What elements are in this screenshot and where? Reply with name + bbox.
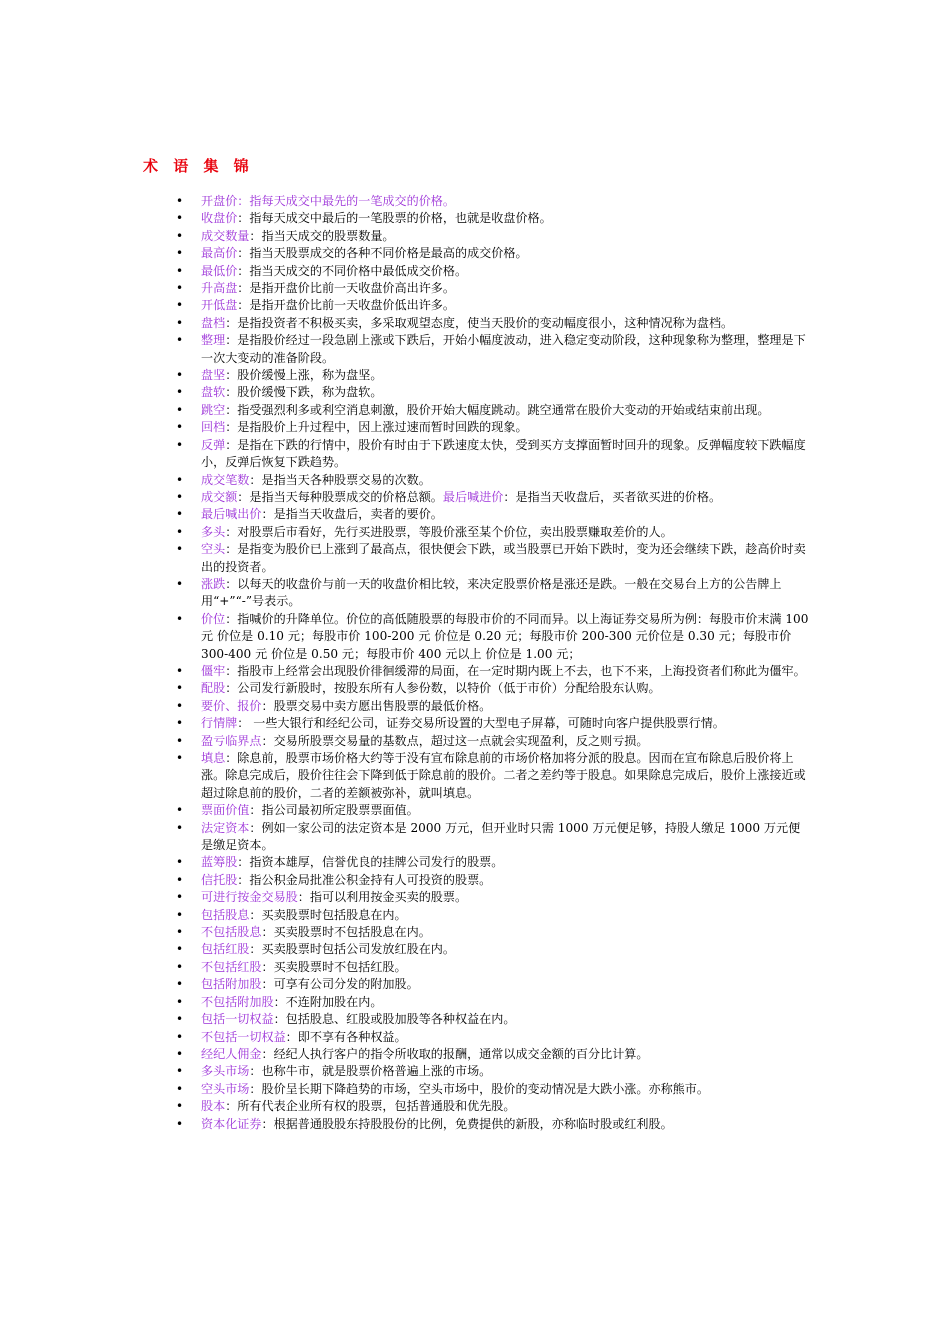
glossary-term: 盘软 bbox=[201, 385, 226, 400]
glossary-item bbox=[176, 419, 812, 436]
glossary-definition: ：是指当天收盘后，买者欲买进的价格。 bbox=[503, 489, 722, 504]
glossary-definition: ：指受强烈利多或利空消息刺激，股价开始大幅度跳动。跳空通常在股价大变动的开始或结束前出现。 bbox=[225, 402, 770, 417]
glossary-definition: ：指当天成交的股票数量。 bbox=[249, 228, 395, 243]
bullet-icon: • bbox=[176, 751, 184, 765]
glossary-item bbox=[176, 802, 812, 819]
glossary-term: 填息 bbox=[201, 751, 226, 765]
glossary-term: 盘坚 bbox=[201, 368, 226, 383]
bullet-icon: • bbox=[176, 611, 184, 626]
bullet-icon: • bbox=[176, 855, 184, 870]
glossary-item bbox=[176, 959, 812, 976]
bullet-icon: • bbox=[176, 420, 184, 435]
glossary-item bbox=[176, 663, 812, 680]
glossary-item bbox=[176, 698, 812, 715]
bullet-icon: • bbox=[176, 524, 184, 539]
glossary-definition: ：是指在下跌的行情中，股价有时由于下跌速度太快，受到买方支撑面暂时回升的现象。反弹幅度较下跌幅度小，反弹后恢复下跌趋势。 bbox=[201, 437, 806, 470]
glossary-definition: ：也称牛市，就是股票价格普遍上涨的市场。 bbox=[249, 1064, 492, 1079]
glossary-term: 行情牌 bbox=[201, 716, 238, 731]
bullet-icon: • bbox=[176, 803, 184, 818]
glossary-term: 升高盘 bbox=[201, 281, 238, 296]
glossary-term: 僵牢 bbox=[201, 663, 226, 678]
glossary-list bbox=[176, 193, 812, 1133]
glossary-item bbox=[176, 506, 812, 523]
bullet-icon: • bbox=[176, 1029, 184, 1044]
glossary-term: 票面价值 bbox=[201, 803, 250, 818]
bullet-icon: • bbox=[176, 1116, 184, 1131]
glossary-item bbox=[176, 889, 812, 906]
glossary-item bbox=[176, 1046, 812, 1063]
glossary-item bbox=[176, 1063, 812, 1080]
glossary-definition: ：买卖股票时包括股息在内。 bbox=[249, 907, 407, 922]
bullet-icon: • bbox=[176, 1064, 184, 1079]
glossary-definition: ：是指股价经过一段急剧上涨或下跌后，开始小幅度波动，进入稳定变动阶段，这种现象称为整理，整理是下一次大变动的准备阶段。 bbox=[201, 333, 806, 365]
glossary-item bbox=[176, 228, 812, 245]
glossary-term: 不包括股息 bbox=[201, 925, 262, 940]
glossary-definition: ：是指当天各种股票交易的次数。 bbox=[249, 472, 431, 487]
bullet-icon: • bbox=[176, 437, 184, 452]
glossary-definition: ：根据普通股股东持股股份的比例，免费提供的新股，亦称临时股或红利股。 bbox=[261, 1116, 673, 1131]
bullet-icon: • bbox=[176, 1081, 184, 1096]
glossary-term: 成交数量 bbox=[201, 228, 250, 243]
glossary-item bbox=[176, 263, 812, 280]
glossary-definition: ：以每天的收盘价与前一天的收盘价相比较，来决定股票价格是涨还是跌。一般在交易台上方的公告牌上用“+”“-”号表示。 bbox=[201, 576, 782, 609]
glossary-definition: ：股价缓慢上涨，称为盘坚。 bbox=[225, 368, 383, 383]
glossary-item bbox=[176, 541, 812, 576]
glossary-item bbox=[176, 193, 812, 210]
bullet-icon: • bbox=[176, 194, 184, 208]
glossary-item bbox=[176, 367, 812, 384]
glossary-definition: ：指喊价的升降单位。价位的高低随股票的每股市价的不同而异。以上海证券交易所为例：每股市价末满 100 元 价位是 0.10 元；每股市价 100-200 元 价位是 0.20 元；每股市价 200-300 元价位是 0.30 元；每股市价 300-400 元 价位是 0.50 元；每股市价 400 元以上 价位是 1.00 元； bbox=[201, 611, 809, 661]
bullet-icon: • bbox=[176, 489, 184, 504]
glossary-item bbox=[176, 576, 812, 611]
glossary-definition: ：指可以利用按金买卖的股票。 bbox=[297, 890, 468, 905]
glossary-term: 跳空 bbox=[201, 402, 226, 417]
glossary-definition: ：可享有公司分发的附加股。 bbox=[261, 977, 419, 992]
glossary-definition: ：是指开盘价比前一天收盘价高出许多。 bbox=[237, 281, 455, 296]
glossary-term: 涨跌 bbox=[201, 576, 226, 591]
glossary-definition: ：买卖股票时不包括股息在内。 bbox=[261, 925, 431, 940]
glossary-definition: ：买卖股票时不包括红股。 bbox=[261, 959, 407, 974]
glossary-definition: ：是指投资者不积极买卖，多采取观望态度，使当天股价的变动幅度很小，这种情况称为盘档。 bbox=[225, 315, 734, 330]
glossary-term: 股本 bbox=[201, 1099, 226, 1114]
glossary-term: 多头 bbox=[201, 524, 226, 539]
glossary-item bbox=[176, 941, 812, 958]
bullet-icon: • bbox=[176, 333, 184, 348]
glossary-term: 收盘价 bbox=[201, 211, 238, 226]
bullet-icon: • bbox=[176, 959, 184, 974]
glossary-item bbox=[176, 715, 812, 732]
glossary-term: 包括附加股 bbox=[201, 977, 262, 992]
glossary-definition: ：指股市上经常会出现股价徘徊缓滞的局面，在一定时期内既上不去，也下不来，上海投资者们称此为僵牢。 bbox=[225, 663, 806, 678]
glossary-definition: ：指当天成交的不同价格中最低成交价格。 bbox=[237, 263, 468, 278]
glossary-term: 成交笔数 bbox=[201, 472, 250, 487]
glossary-item bbox=[176, 820, 812, 855]
bullet-icon: • bbox=[176, 1099, 184, 1114]
glossary-item bbox=[176, 210, 812, 227]
glossary-term: 资本化证券 bbox=[201, 1116, 262, 1131]
bullet-icon: • bbox=[176, 1046, 184, 1061]
bullet-icon: • bbox=[176, 315, 184, 330]
glossary-definition: ：即不享有各种权益。 bbox=[285, 1029, 407, 1044]
glossary-term: 最后喊出价 bbox=[201, 507, 262, 522]
bullet-icon: • bbox=[176, 472, 184, 487]
glossary-definition: ：指每天成交中最后的一笔股票的价格，也就是收盘价格。 bbox=[237, 211, 552, 226]
bullet-icon: • bbox=[176, 716, 184, 731]
glossary-item bbox=[176, 994, 812, 1011]
bullet-icon: • bbox=[176, 994, 184, 1009]
glossary-definition: ：不连附加股在内。 bbox=[273, 994, 383, 1009]
bullet-icon: • bbox=[176, 246, 184, 261]
bullet-icon: • bbox=[176, 281, 184, 296]
bullet-icon: • bbox=[176, 385, 184, 400]
glossary-item bbox=[176, 1116, 812, 1133]
glossary-term: 开低盘 bbox=[201, 298, 238, 313]
glossary-term: 盈亏临界点 bbox=[201, 733, 262, 748]
glossary-definition: ：经纪人执行客户的指令所收取的报酬，通常以成交金额的百分比计算。 bbox=[261, 1046, 649, 1061]
bullet-icon: • bbox=[176, 228, 184, 243]
glossary-definition: ：是指当天收盘后，卖者的要价。 bbox=[261, 507, 443, 522]
glossary-term: 盘档 bbox=[201, 315, 226, 330]
glossary-item bbox=[176, 907, 812, 924]
glossary-definition: ：对股票后市看好，先行买进股票，等股价涨至某个价位，卖出股票赚取差价的人。 bbox=[225, 524, 673, 539]
bullet-icon: • bbox=[176, 942, 184, 957]
glossary-definition: ：股票交易中卖方愿出售股票的最低价格。 bbox=[261, 698, 492, 713]
glossary-item bbox=[176, 384, 812, 401]
glossary-item bbox=[176, 1029, 812, 1046]
glossary-definition: ：是指股价上升过程中，因上涨过速而暂时回跌的现象。 bbox=[225, 420, 528, 435]
glossary-definition: ： 一些大银行和经纪公司，证券交易所设置的大型电子屏幕，可随时向客户提供股票行情。 bbox=[237, 716, 725, 731]
glossary-item bbox=[176, 280, 812, 297]
glossary-term: 不包括红股 bbox=[201, 959, 262, 974]
glossary-item bbox=[176, 611, 812, 663]
glossary-item bbox=[176, 332, 812, 367]
glossary-item bbox=[176, 437, 812, 472]
glossary-item bbox=[176, 489, 812, 506]
bullet-icon: • bbox=[176, 263, 184, 278]
glossary-definition: ：指公司最初所定股票票面值。 bbox=[249, 803, 419, 818]
page-title: 术 语 集 锦 bbox=[143, 157, 254, 175]
glossary-item bbox=[176, 976, 812, 993]
bullet-icon: • bbox=[176, 698, 184, 713]
glossary-item bbox=[176, 402, 812, 419]
bullet-icon: • bbox=[176, 733, 184, 748]
glossary-term: 多头市场 bbox=[201, 1064, 250, 1079]
glossary-definition: ：股价呈长期下降趋势的市场，空头市场中，股价的变动情况是大跌小涨。亦称熊市。 bbox=[249, 1081, 709, 1096]
glossary-term: 空头 bbox=[201, 542, 226, 557]
bullet-icon: • bbox=[176, 820, 184, 835]
glossary-item bbox=[176, 472, 812, 489]
glossary-term: 最后喊进价 bbox=[442, 489, 504, 504]
glossary-term: 可进行按金交易股 bbox=[201, 890, 298, 905]
bullet-icon: • bbox=[176, 368, 184, 383]
glossary-item bbox=[176, 924, 812, 941]
glossary-term: 包括红股 bbox=[201, 942, 250, 957]
glossary-item bbox=[176, 315, 812, 332]
glossary-definition: ：例如一家公司的法定资本是 2000 万元，但开业时只需 1000 万元便足够，持股人缴足 1000 万元便是缴足资本。 bbox=[201, 820, 801, 853]
glossary-term: 开盘价：指每天成交中最先的一笔成交的价格。 bbox=[201, 194, 455, 208]
glossary-term: 不包括一切权益 bbox=[201, 1029, 286, 1044]
glossary-definition: ：所有代表企业所有权的股票，包括普通股和优先股。 bbox=[225, 1099, 516, 1114]
glossary-item bbox=[176, 750, 812, 802]
glossary-term: 蓝筹股 bbox=[201, 855, 238, 870]
glossary-definition: ：公司发行新股时，按股东所有人参份数，以特价（低于市价）分配给股东认购。 bbox=[225, 681, 661, 696]
glossary-term: 最高价 bbox=[201, 246, 238, 261]
bullet-icon: • bbox=[176, 542, 184, 557]
glossary-term: 包括一切权益 bbox=[201, 1012, 274, 1027]
glossary-term: 最低价 bbox=[201, 263, 238, 278]
glossary-definition: ：指资本雄厚，信誉优良的挂牌公司发行的股票。 bbox=[237, 855, 504, 870]
bullet-icon: • bbox=[176, 576, 184, 591]
glossary-definition: ：是指开盘价比前一天收盘价低出许多。 bbox=[237, 298, 455, 313]
glossary-definition: ：股价缓慢下跌，称为盘软。 bbox=[225, 385, 383, 400]
glossary-term: 价位 bbox=[201, 611, 226, 626]
glossary-item bbox=[176, 297, 812, 314]
glossary-item bbox=[176, 1098, 812, 1115]
glossary-definition: ：除息前，股票市场价格大约等于没有宣布除息前的市场价格加将分派的股息。因而在宣布除息后股价将上涨。除息完成后，股价往往会下降到低于除息前的股价。二者之差约等于股息。如果除息完成后，股价上涨接近或超过除息前的股价，二者的差额被弥补，就叫填息。 bbox=[201, 751, 806, 800]
glossary-item bbox=[176, 245, 812, 262]
glossary-definition: ：指公积金局批准公积金持有人可投资的股票。 bbox=[237, 872, 492, 887]
glossary-term: 成交额 bbox=[201, 489, 238, 504]
glossary-term: 经纪人佣金 bbox=[201, 1046, 262, 1061]
glossary-term: 不包括附加股 bbox=[201, 994, 274, 1009]
glossary-item bbox=[176, 524, 812, 541]
bullet-icon: • bbox=[176, 402, 184, 417]
glossary-term: 配股 bbox=[201, 681, 226, 696]
glossary-definition: ：是指变为股价已上涨到了最高点，很快便会下跌，或当股票已开始下跌时，变为还会继续下跌，趁高价时卖出的投资者。 bbox=[201, 542, 806, 574]
glossary-term: 信托股 bbox=[201, 872, 238, 887]
bullet-icon: • bbox=[176, 890, 184, 905]
bullet-icon: • bbox=[176, 681, 184, 696]
bullet-icon: • bbox=[176, 925, 184, 940]
glossary-term: 法定资本 bbox=[201, 820, 250, 835]
glossary-item bbox=[176, 872, 812, 889]
bullet-icon: • bbox=[176, 1012, 184, 1027]
glossary-item bbox=[176, 854, 812, 871]
bullet-icon: • bbox=[176, 663, 184, 678]
glossary-definition: ：指当天股票成交的各种不同价格是最高的成交价格。 bbox=[237, 246, 528, 261]
glossary-definition: ：交易所股票交易量的基数点，超过这一点就会实现盈利，反之则亏损。 bbox=[261, 733, 649, 748]
glossary-term: 回档 bbox=[201, 420, 226, 435]
glossary-definition: ：包括股息、红股或股加股等各种权益在内。 bbox=[273, 1012, 516, 1027]
glossary-term: 要价、报价 bbox=[201, 698, 262, 713]
bullet-icon: • bbox=[176, 211, 184, 226]
glossary-definition: ：是指当天每种股票成交的价格总额。 bbox=[237, 489, 443, 504]
glossary-item bbox=[176, 733, 812, 750]
glossary-term: 反弹 bbox=[201, 437, 226, 452]
glossary-definition: ：买卖股票时包括公司发放红股在内。 bbox=[249, 942, 455, 957]
bullet-icon: • bbox=[176, 872, 184, 887]
glossary-item bbox=[176, 680, 812, 697]
bullet-icon: • bbox=[176, 907, 184, 922]
glossary-term: 空头市场 bbox=[201, 1081, 250, 1096]
bullet-icon: • bbox=[176, 977, 184, 992]
bullet-icon: • bbox=[176, 298, 184, 313]
bullet-icon: • bbox=[176, 507, 184, 522]
glossary-term: 包括股息 bbox=[201, 907, 250, 922]
glossary-item bbox=[176, 1081, 812, 1098]
glossary-term: 整理 bbox=[201, 333, 226, 348]
glossary-item bbox=[176, 1011, 812, 1028]
